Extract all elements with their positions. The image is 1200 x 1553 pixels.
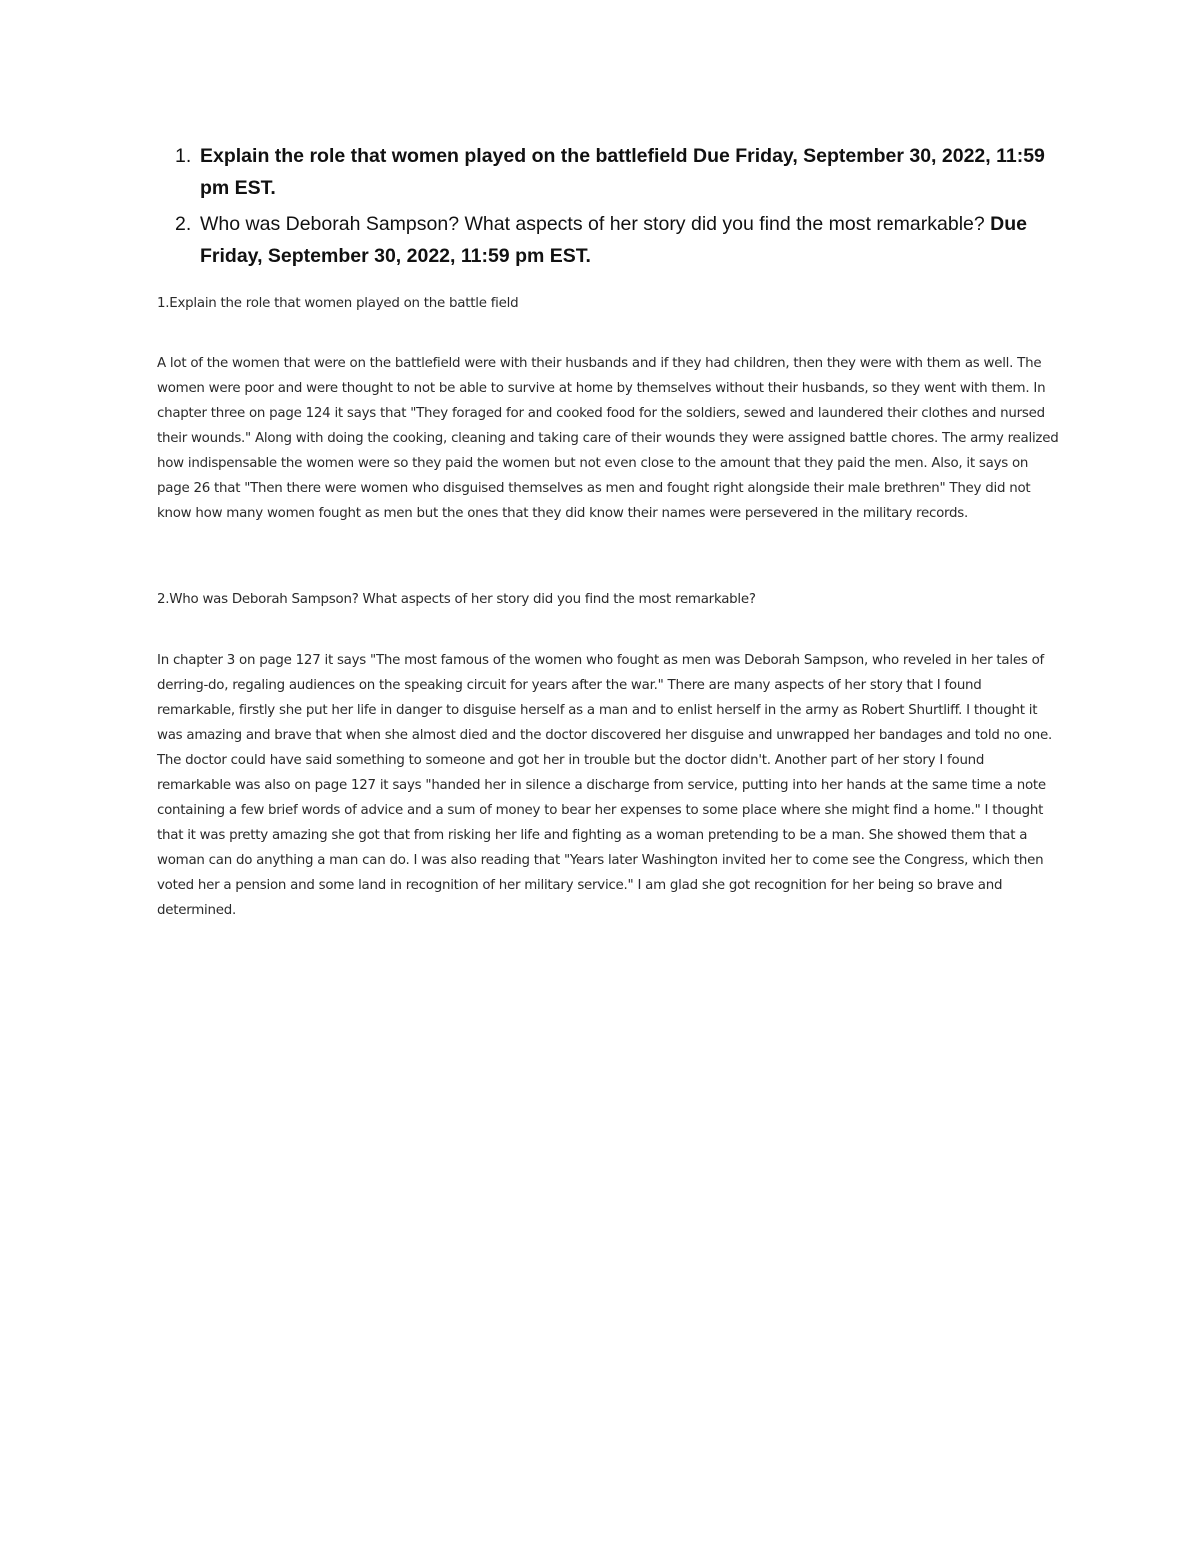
answer-paragraph [157, 351, 1062, 526]
question-number: 2. [175, 213, 192, 235]
answer-paragraph [157, 648, 1062, 923]
answer-heading-text: 1.Explain the role that women played on the battle field [157, 296, 519, 311]
question-list [172, 140, 1052, 276]
question-due-text: Explain the role that women played on the battlefield Due Friday, September 30, 2022, 11:59 pm EST. [200, 145, 1045, 199]
answer-heading-text: 2.Who was Deborah Sampson? What aspects of her story did you find the most remarkable? [157, 592, 756, 607]
answer-paragraph-text: In chapter 3 on page 127 it says "The most famous of the women who fought as men was Deborah Sampson, who reveled in her tales of derring-do, regaling audiences on the speaking circuit for years after the war." There are many aspects of her story that I found remarkable, firstly she put her life in danger to disguise herself as a man and to enlist herself in the army as Robert Shurtliff. I thought it was amazing and brave that when she almost died and the doctor discovered her disguise and unwrapped her bandages and told no one. The doctor could have said something to someone and got her in trouble but the doctor didn't. Another part of her story I found remarkable was also on page 127 it says "handed her in silence a discharge from service, putting into her hands at the same time a note containing a few brief words of advice and a sum of money to bear her expenses to some place where she might find a home." I thought that it was pretty amazing she got that from risking her life and fighting as a woman pretending to be a man. She showed them that a woman can do anything a man can do. I was also reading that "Years later Washington invited her to come see the Congress, which then voted her a pension and some land in recognition of her military service." I am glad she got recognition for her being so brave and determined. [157, 653, 1052, 918]
question-item [172, 140, 1052, 204]
question-due-text: Due Friday, September 30, 2022, 11:59 pm EST. [200, 213, 1027, 267]
question-item [172, 208, 1052, 272]
question-text: Who was Deborah Sampson? What aspects of her story did you find the most remarkable? [200, 213, 991, 235]
answer-heading [157, 587, 1062, 612]
answer-heading [157, 291, 1062, 316]
question-number: 1. [175, 145, 192, 167]
answer-paragraph-text: A lot of the women that were on the battlefield were with their husbands and if they had children, then they were with them as well. The women were poor and were thought to not be able to survive at home by themselves without their husbands, so they went with them. In chapter three on page 124 it says that "They foraged for and cooked food for the soldiers, sewed and laundered their clothes and nursed their wounds." Along with doing the cooking, cleaning and taking care of their wounds they were assigned battle chores. The army realized how indispensable the women were so they paid the women but not even close to the amount that they paid the men. Also, it says on page 26 that "Then there were women who disguised themselves as men and fought right alongside their male brethren" They did not know how many women fought as men but the ones that they did know their names were persevered in the military records. [157, 356, 1059, 521]
